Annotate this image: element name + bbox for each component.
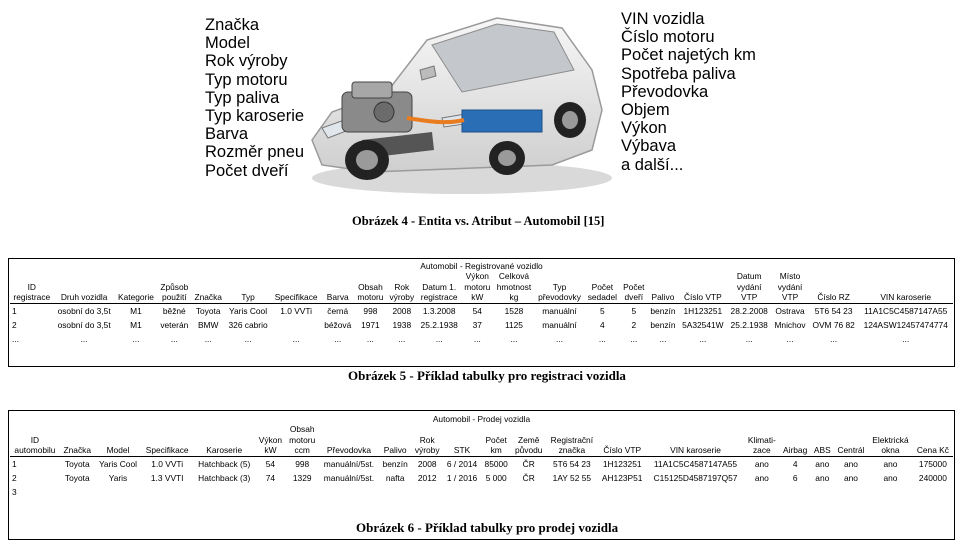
column-header-line: sedadel [587, 292, 618, 302]
column-header-line: Typ [241, 292, 255, 302]
column-header-line: STK [453, 445, 471, 455]
car-cutaway-illustration [292, 0, 614, 202]
column-header-line: Typ [552, 281, 567, 292]
table-cell: ... [244, 333, 252, 344]
column-header-line: Číslo RZ [817, 292, 850, 302]
table-cell: ... [510, 333, 518, 344]
column-header-line: Číslo VTP [683, 292, 722, 302]
attribute-item: Převodovka [621, 82, 709, 101]
column-header [10, 271, 54, 303]
column-header-line: VIN karoserie [880, 292, 932, 302]
table-cell [379, 485, 411, 499]
table-cell: ... [699, 333, 707, 344]
table-cell [286, 485, 319, 499]
table-cell: benzín [382, 458, 408, 469]
column-header [585, 271, 621, 303]
table-cell: ... [170, 333, 178, 344]
column-header-line: Obsah [358, 281, 383, 292]
table-cell: ano [754, 458, 769, 469]
column-header [417, 271, 461, 303]
column-header [411, 424, 443, 456]
table-cell: osobní do 3,5t [57, 305, 111, 316]
table-cell [780, 485, 811, 499]
column-header-line: vydání [736, 281, 762, 292]
column-header-line: kW [471, 292, 484, 302]
column-header-line: VIN karoserie [670, 445, 721, 455]
column-header-line: Výkon [465, 271, 489, 281]
column-header-line: dveří [624, 292, 644, 302]
table-cell: ... [786, 333, 794, 344]
column-header-line: Rok [419, 434, 435, 445]
table-cell: 175000 [918, 458, 947, 469]
column-header-line: VTP [741, 292, 758, 302]
column-header [321, 271, 354, 303]
column-header-line: Registrační [550, 434, 594, 445]
column-header-line: Místo [779, 271, 801, 281]
table-cell: 1329 [292, 472, 312, 483]
table-title: Automobil - Prodej vozidla [432, 414, 531, 424]
table-cell [193, 485, 255, 499]
column-header-line: Palivo [651, 292, 675, 302]
column-header-line: Klimati- [747, 434, 776, 445]
column-header [744, 424, 779, 456]
column-header [60, 424, 95, 456]
table-cell: ... [902, 333, 910, 344]
column-header-line: značka [558, 445, 586, 455]
column-header-line: registrace [13, 292, 51, 302]
column-header-line: Značka [194, 292, 222, 302]
table-row [10, 456, 953, 471]
table-cell: ... [598, 333, 606, 344]
table-cell: ... [334, 333, 342, 344]
table-row [10, 471, 953, 485]
table-cell: Yaris Cool [98, 458, 137, 469]
column-header [620, 271, 647, 303]
column-header [141, 424, 193, 456]
column-header-line: Specifikace [274, 292, 318, 302]
table-cell [95, 485, 142, 499]
column-header-line: Kategorie [118, 292, 154, 302]
table-cell: 2008 [417, 458, 437, 469]
table-cell [868, 485, 913, 499]
column-header [481, 424, 511, 456]
attribute-item: Výbava [621, 137, 677, 156]
table-cell: béžová [324, 319, 352, 330]
column-header-line: Specifikace [145, 445, 189, 455]
table-cell: 5 000 [485, 472, 507, 483]
table-cell [443, 485, 481, 499]
table-cell [511, 485, 546, 499]
column-header [679, 271, 728, 303]
table-cell [834, 485, 868, 499]
table-cell: manuální [542, 319, 577, 330]
table-row [10, 332, 953, 346]
table-cell: nafta [385, 472, 405, 483]
table-cell [913, 485, 953, 499]
table-cell: 1 [12, 305, 17, 316]
table-cell: ano [883, 458, 898, 469]
table-cell: ČR [522, 458, 535, 469]
table-cell [811, 485, 834, 499]
table-cell: ... [366, 333, 374, 344]
table-cell: manuální [542, 305, 577, 316]
column-header [157, 271, 191, 303]
table-cell: M1 [130, 319, 142, 330]
column-header [598, 424, 647, 456]
table-cell: 2 [12, 472, 17, 483]
column-header-line: Elektrická [872, 434, 909, 445]
column-header [191, 271, 225, 303]
table-cell [744, 485, 779, 499]
column-header [647, 271, 678, 303]
column-header-line: Datum [736, 271, 762, 281]
column-header-line: automobilu [14, 445, 56, 455]
table-cell: 2 [631, 319, 637, 330]
column-header-line: Airbag [783, 445, 808, 455]
table-cell: 998 [295, 458, 310, 469]
column-header-line: Značka [63, 445, 91, 455]
column-header-line: Počet [485, 434, 507, 445]
column-header [868, 424, 913, 456]
table-cell: běžné [162, 305, 186, 316]
table-row [10, 318, 953, 332]
table-cell: 1H123251 [602, 458, 642, 469]
table-cell: ... [556, 333, 564, 344]
table-cell: 54 [265, 458, 276, 469]
column-header [354, 271, 386, 303]
column-header-line: výroby [414, 445, 440, 455]
table-cell: Hatchback (5) [198, 458, 251, 469]
column-header-line: Země [518, 434, 540, 445]
column-header [225, 271, 271, 303]
table-cell: 37 [472, 319, 482, 330]
table-cell: Yaris Cool [229, 305, 268, 316]
attribute-item: Rozměr pneu [205, 143, 305, 162]
table-cell: 2012 [417, 472, 437, 483]
column-header [286, 424, 319, 456]
column-header-line: použití [161, 292, 187, 302]
column-header-line: Barva [326, 292, 349, 302]
column-header-line: ccm [294, 445, 310, 455]
table-cell: 1.3 VVTI [150, 472, 184, 483]
table-cell: ... [830, 333, 838, 344]
table-cell: ano [815, 472, 830, 483]
table-cell: 3 [12, 486, 17, 497]
column-header-line: motoru [464, 281, 491, 292]
table-cell: Yaris [108, 472, 128, 483]
column-header-line: Karoserie [206, 445, 243, 455]
table-cell: AH123P51 [601, 472, 643, 483]
attribute-item: Značka [205, 16, 260, 34]
table-cell [411, 485, 443, 499]
column-header [271, 271, 321, 303]
column-header-line: kg [509, 292, 519, 302]
column-header [386, 271, 417, 303]
table-cell: 4 [792, 458, 798, 469]
table-cell: Mnichov [774, 319, 806, 330]
column-header [811, 424, 834, 456]
table-cell: 1.0 VVTi [151, 458, 184, 469]
column-header [771, 271, 809, 303]
attribute-item: Barva [205, 125, 249, 144]
column-header-line: Datum 1. [422, 281, 457, 292]
attribute-list-right [621, 10, 756, 174]
table-cell: 11A1C5C4587147A55 [653, 458, 738, 469]
column-header-line: Počet [591, 281, 614, 292]
column-header-line: motoru [289, 434, 316, 445]
column-header-line: převodovky [538, 292, 581, 302]
table-cell [60, 485, 95, 499]
table-cell: M1 [130, 305, 142, 316]
table-cell [141, 485, 193, 499]
column-header-line: Obsah [289, 424, 315, 434]
column-header-line: hmotnost [496, 281, 532, 292]
table-cell: ... [473, 333, 481, 344]
table-cell: Ostrava [775, 305, 805, 316]
column-header-line: ID [30, 434, 40, 445]
column-header [511, 424, 546, 456]
attribute-item: Číslo motoru [621, 28, 715, 47]
column-header-line: původu [514, 445, 543, 455]
attribute-item: Typ motoru [205, 70, 288, 89]
attribute-item: Rok výroby [205, 52, 288, 71]
table-cell: 998 [363, 305, 378, 316]
column-header-line: Model [106, 445, 130, 455]
table-cell: 54 [472, 305, 482, 316]
table-cell: C15125D4587197Q57 [653, 472, 738, 483]
table-cell: 1AY 52 55 [552, 472, 592, 483]
attribute-item: Model [205, 34, 250, 53]
column-header-line: Číslo VTP [603, 445, 642, 455]
table-cell: ... [435, 333, 443, 344]
table-cell: 1528 [504, 305, 524, 316]
table-cell: ... [132, 333, 140, 344]
table-cell: 74 [265, 472, 276, 483]
column-header-line: Druh vozidla [60, 292, 108, 302]
column-header [443, 424, 481, 456]
table-cell: ano [754, 472, 769, 483]
table-cell: ano [843, 472, 858, 483]
column-header-line: Cena Kč [916, 445, 949, 455]
column-header [834, 424, 868, 456]
column-header-line: ID [27, 281, 36, 292]
table-cell: ... [745, 333, 753, 344]
battery-pack [462, 110, 542, 132]
table-cell: ... [398, 333, 406, 344]
table-cell: 25.2.1938 [730, 319, 768, 330]
table-cell: 25.2.1938 [420, 319, 458, 330]
column-header-line: Rok [394, 281, 410, 292]
column-header-line: vydání [777, 281, 803, 292]
table-cell: 1.0 VVTi [280, 305, 313, 316]
table-cell: ... [204, 333, 212, 344]
table-cell: 1938 [392, 319, 412, 330]
figure4-caption: Obrázek 4 - Entita vs. Atribut – Automobil [15] [352, 214, 605, 228]
table-cell: 1 / 2016 [446, 472, 478, 483]
table-cell: 6 / 2014 [446, 458, 478, 469]
attribute-item: VIN vozidla [621, 10, 705, 28]
column-header [858, 271, 953, 303]
table-cell: 5 [600, 305, 605, 316]
column-header-line: zace [752, 445, 771, 455]
column-header [809, 271, 859, 303]
column-header [727, 271, 771, 303]
table-cell [319, 485, 379, 499]
column-header-line: registrace [420, 292, 458, 302]
table-cell [598, 485, 647, 499]
column-header [461, 271, 493, 303]
table-cell: benzín [650, 319, 676, 330]
column-header [95, 424, 142, 456]
column-header-line: Počet [623, 281, 645, 292]
column-header [535, 271, 585, 303]
table-cell: ČR [522, 472, 535, 483]
column-header [193, 424, 255, 456]
table-cell: 326 cabrio [228, 319, 268, 330]
attribute-item: Typ karoserie [205, 107, 305, 126]
column-header-line: Celková [498, 271, 530, 281]
column-header-line: Převodovka [326, 445, 372, 455]
attribute-list-left [205, 16, 304, 180]
table-cell [481, 485, 511, 499]
table-cell [546, 485, 597, 499]
column-header-line: Palivo [383, 445, 407, 455]
table-cell: 124ASW12457474774 [863, 319, 948, 330]
table-cell: 5 [631, 305, 637, 316]
registration-table [10, 261, 953, 346]
column-header [10, 424, 60, 456]
table-cell: Toyota [195, 305, 221, 316]
attribute-item: Spotřeba paliva [621, 64, 736, 83]
column-header-line: Centrál [837, 445, 865, 455]
column-header-line: km [490, 445, 502, 455]
attribute-item: Typ paliva [205, 88, 280, 107]
table-cell: ... [630, 333, 638, 344]
column-header-line: okna [881, 445, 900, 455]
sale-table [10, 414, 953, 499]
table-cell: 11A1C5C4587147A55 [864, 305, 948, 316]
table-cell: 5A32541W [682, 319, 724, 330]
figure5-caption: Obrázek 5 - Příklad tabulky pro registraci vozidla [348, 368, 626, 383]
table-cell: 1.3.2008 [422, 305, 456, 316]
table-cell: 28.2.2008 [730, 305, 768, 316]
figure6-caption: Obrázek 6 - Příklad tabulky pro prodej vozidla [356, 520, 619, 535]
table-cell: 4 [600, 319, 605, 330]
table-row [10, 303, 953, 318]
table-cell: 5T6 54 23 [552, 458, 591, 469]
column-header-line: Výkon [258, 434, 283, 445]
column-header [493, 271, 534, 303]
table-cell: 1125 [504, 319, 523, 330]
column-header [913, 424, 953, 456]
table-cell: 1971 [361, 319, 380, 330]
column-header [647, 424, 744, 456]
table-cell: 2 [12, 319, 17, 330]
column-header-line: motoru [357, 292, 384, 302]
table-cell: 1H123251 [683, 305, 723, 316]
attribute-item: Objem [621, 101, 670, 120]
table-cell: ... [659, 333, 667, 344]
table-cell: černá [327, 305, 349, 316]
table-cell: Toyota [64, 458, 90, 469]
table-cell: Hatchback (3) [198, 472, 251, 483]
rear-wheel [554, 102, 586, 138]
column-header [115, 271, 158, 303]
table-cell: veterán [160, 319, 189, 330]
table-cell: 85000 [484, 458, 508, 469]
table-cell: ... [292, 333, 300, 344]
table-cell: manuální/5st. [323, 472, 375, 483]
table-cell: manuální/5st. [323, 458, 375, 469]
column-header [546, 424, 597, 456]
column-header [54, 271, 115, 303]
attribute-item: Počet najetých km [621, 46, 756, 65]
column-header-line: VTP [781, 292, 799, 302]
table-cell: ... [12, 333, 19, 344]
column-header-line: ABS [813, 445, 831, 455]
table-cell [271, 318, 321, 332]
attribute-item: a další... [621, 155, 684, 174]
table-cell: 240000 [918, 472, 947, 483]
table-cell: OVM 76 82 [812, 319, 855, 330]
table-cell: BMW [197, 319, 219, 330]
table-cell: osobní do 3,5t [57, 319, 111, 330]
table-cell: 5T6 54 23 [814, 305, 853, 316]
table-cell: benzín [650, 305, 676, 316]
table-cell: 2008 [392, 305, 412, 316]
column-header-line: výroby [389, 292, 415, 302]
table-cell [647, 485, 744, 499]
column-header [319, 424, 379, 456]
table-cell: ano [815, 458, 830, 469]
table-cell: ano [883, 472, 898, 483]
front-wheel-right [489, 141, 525, 175]
column-header-line: kW [264, 445, 277, 455]
table-cell [255, 485, 285, 499]
table-cell: ... [80, 333, 88, 344]
attribute-item: Počet dveří [205, 161, 289, 180]
column-header [255, 424, 285, 456]
table-cell: 6 [792, 472, 798, 483]
column-header [780, 424, 811, 456]
column-header-line: Způsob [160, 281, 189, 292]
table-cell: Toyota [64, 472, 90, 483]
front-wheel [345, 140, 389, 180]
table-row [10, 485, 953, 499]
attribute-item: Výkon [621, 119, 667, 138]
column-header [379, 424, 411, 456]
table-title: Automobil - Registrované vozidlo [420, 261, 543, 271]
table-cell: ano [843, 458, 858, 469]
table-cell: 1 [12, 458, 17, 469]
